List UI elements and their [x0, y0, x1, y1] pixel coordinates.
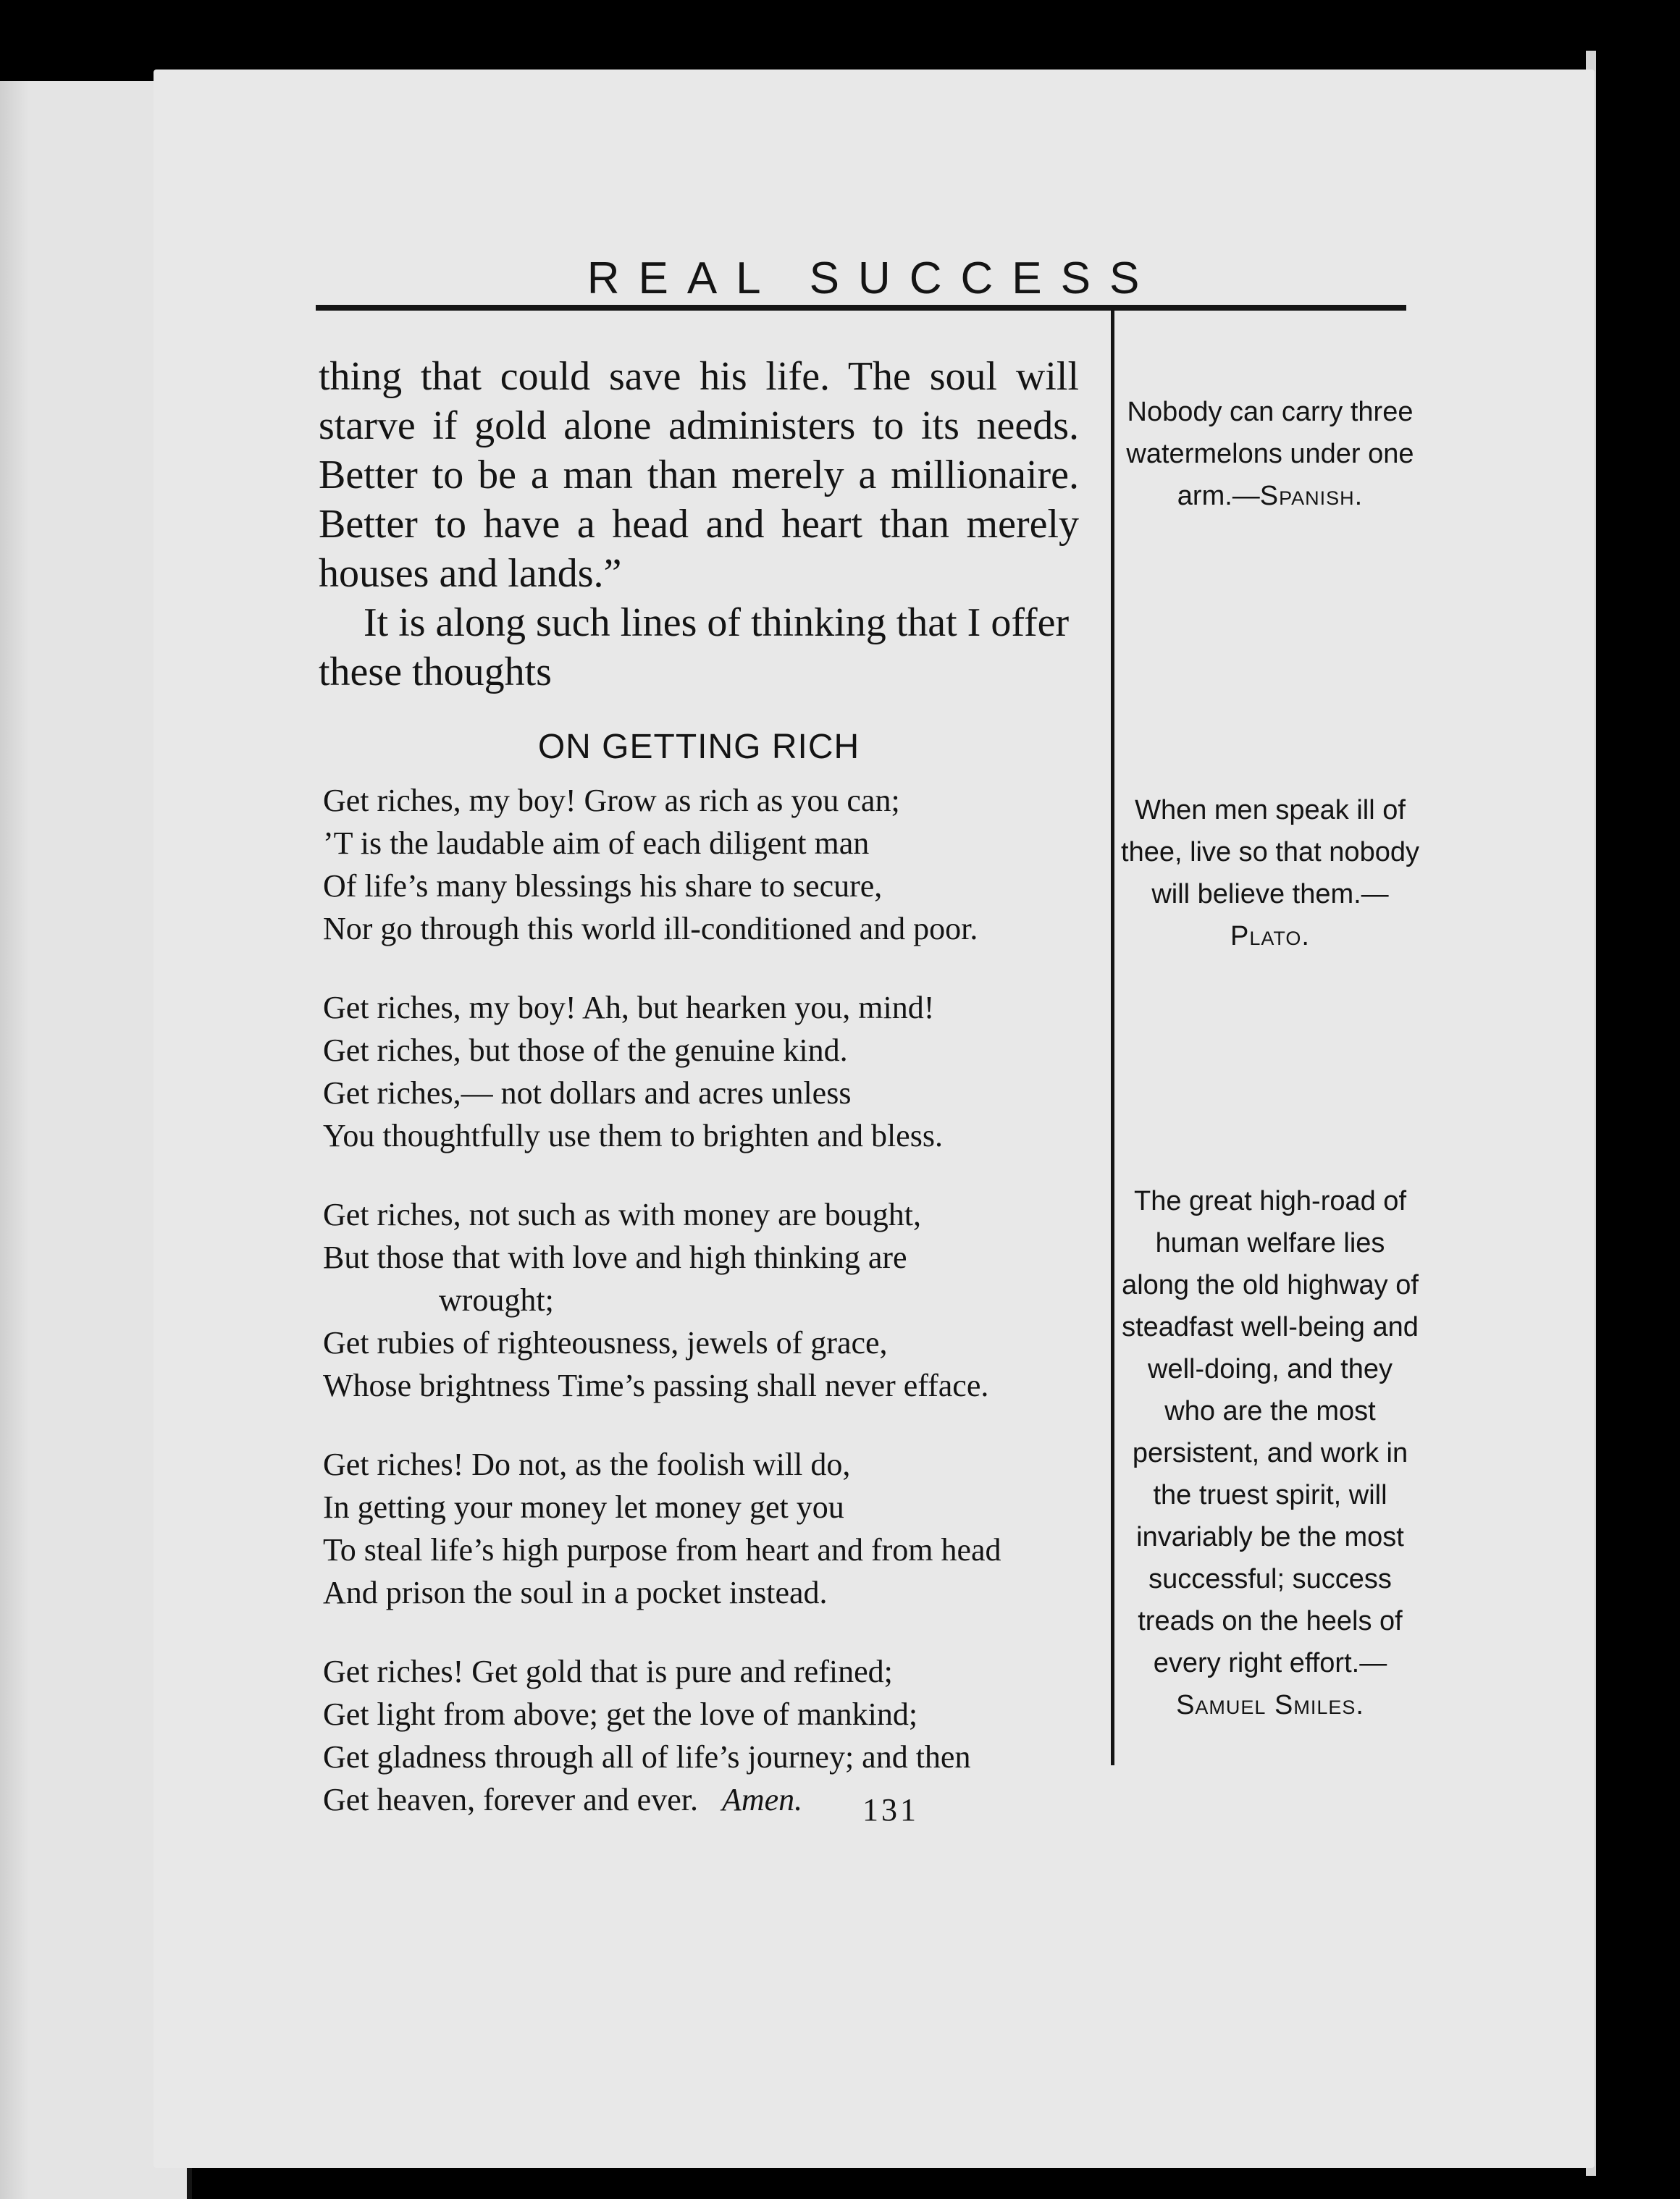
stanza-2	[323, 986, 1091, 1157]
quote-text: The great high-road of human welfare lies along the old highway of steadfast well-being and well-doing, and they who are the most persistent, and work in the truest spirit, will invariably be the most successful; success treads on the heels of every right effort.—	[1122, 1186, 1419, 1678]
poem-line-final-text: Get heaven, forever and ever.	[323, 1782, 698, 1817]
prose-paragraph-2: It is along such lines of thinking that I offer these thoughts	[319, 600, 1070, 694]
poem-line: ’T is the laudable aim of each diligent man	[323, 825, 870, 861]
poem-line: Get light from above; get the love of mankind;	[323, 1696, 918, 1732]
prose-paragraph-1: thing that could save his life. The soul will starve if gold alone administers to its needs. Better to be a man than merely a millionaire. Better to have a head and heart than merely houses and lands.”	[319, 354, 1079, 596]
poem-body	[323, 779, 1091, 1857]
poem-line: Nor go through this world ill-conditioned and poor.	[323, 911, 978, 946]
poem-line: Get riches, but those of the genuine kind.	[323, 1033, 848, 1068]
poem-line: In getting your money let money get you	[323, 1489, 844, 1525]
header-rule	[316, 305, 1406, 311]
poem-line: Get riches! Get gold that is pure and refined;	[323, 1654, 893, 1689]
page-number: 131	[862, 1792, 919, 1828]
poem-title: ON GETTING RICH	[537, 728, 860, 766]
stanza-4	[323, 1443, 1091, 1614]
poem-line: And prison the soul in a pocket instead.	[323, 1575, 828, 1610]
poem-line: Get riches! Do not, as the foolish will do,	[323, 1447, 851, 1482]
column-divider	[1111, 310, 1114, 1765]
poem-line: Get riches, my boy! Grow as rich as you can;	[323, 783, 900, 818]
poem-line: But those that with love and high thinking are	[323, 1240, 907, 1275]
poem-line: Of life’s many blessings his share to secure,	[323, 868, 883, 904]
quote-author: Plato.	[1230, 921, 1310, 951]
poem-line: Get riches, my boy! Ah, but hearken you, mind!	[323, 990, 935, 1025]
sidebar-quote-1	[1120, 391, 1421, 517]
sidebar-quote-2	[1120, 789, 1421, 957]
quote-author: Spanish.	[1259, 481, 1364, 511]
facing-page-shadow	[0, 81, 29, 2199]
amen: Amen.	[721, 1782, 803, 1817]
poem-line: Get riches, not such as with money are bought,	[323, 1197, 922, 1232]
stanza-1	[323, 779, 1091, 950]
stanza-3	[323, 1193, 1091, 1407]
poem-line: You thoughtfully use them to brighten and bless.	[323, 1118, 943, 1153]
quote-author: Samuel Smiles.	[1176, 1690, 1364, 1720]
main-prose	[319, 352, 1079, 697]
poem-line: Whose brightness Time’s passing shall never efface.	[323, 1368, 989, 1403]
sidebar-quote-3	[1120, 1180, 1421, 1726]
poem-line: Get gladness through all of life’s journey; and then	[323, 1739, 971, 1775]
running-header: REAL SUCCESS	[587, 253, 1159, 303]
poem-line: To steal life’s high purpose from heart and from head	[323, 1532, 1001, 1568]
quote-text: Nobody can carry three watermelons under one arm.—	[1126, 397, 1414, 511]
poem-line: Get riches,— not dollars and acres unless	[323, 1075, 852, 1111]
quote-text: When men speak ill of thee, live so that nobody will believe them.—	[1121, 795, 1419, 909]
poem-line-turnover: wrought;	[439, 1282, 554, 1318]
poem-line: Get rubies of righteousness, jewels of grace,	[323, 1325, 888, 1361]
